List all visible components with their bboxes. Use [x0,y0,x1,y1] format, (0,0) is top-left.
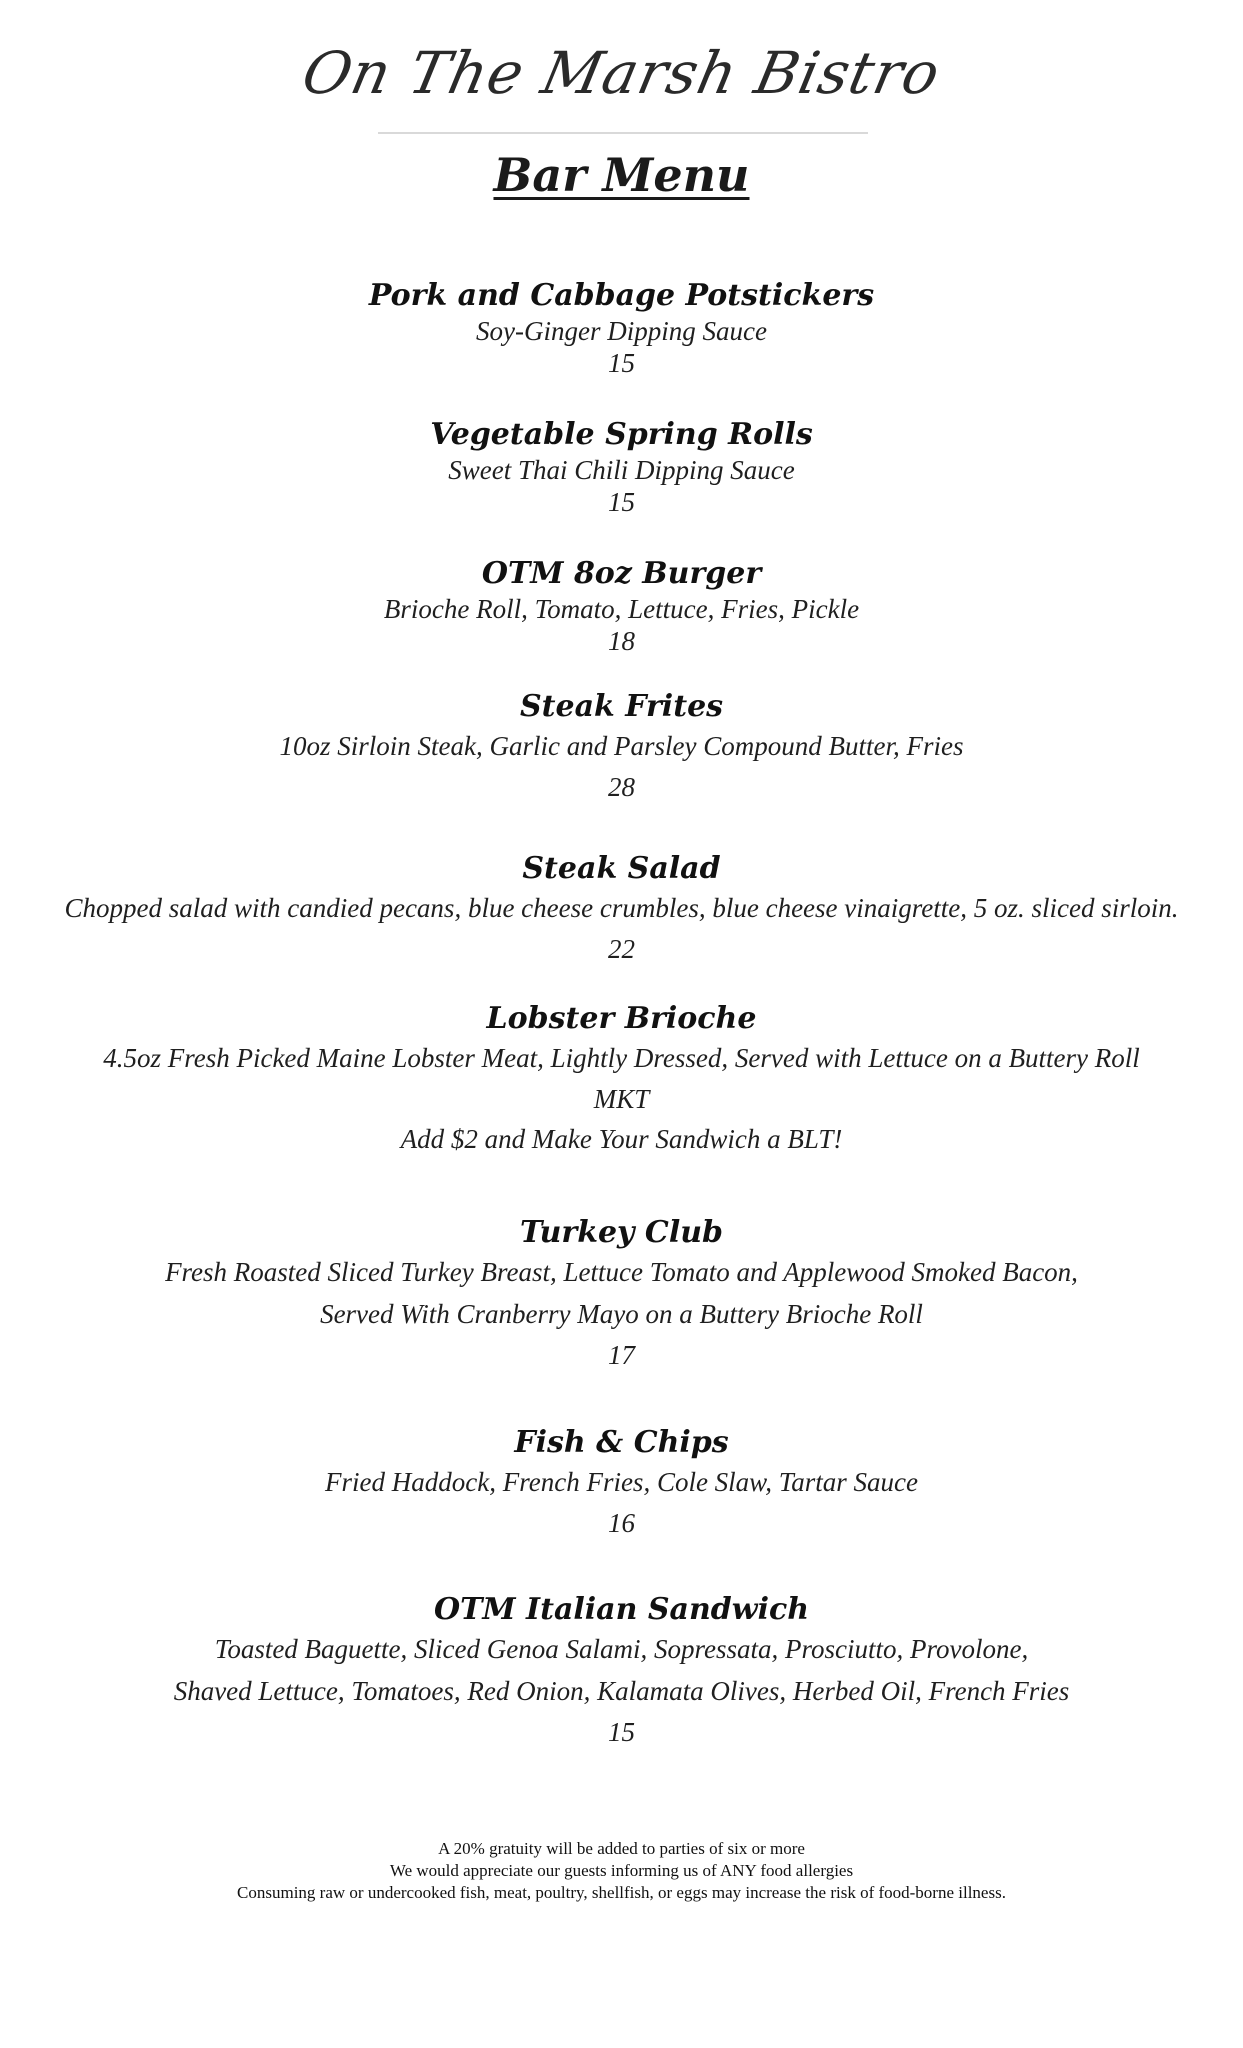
item-name: Steak Salad [522,851,721,886]
menu-item-turkey-club [0,1215,1243,1375]
page-title: Bar Menu [493,148,750,202]
item-description: Brioche Roll, Tomato, Lettuce, Fries, Pickle [383,594,860,624]
item-name: OTM Italian Sandwich [433,1592,810,1627]
item-name: Vegetable Spring Rolls [430,417,813,452]
menu-item-steak-salad [0,851,1243,969]
logo-text: On The Marsh Bistro [296,39,947,107]
item-description: Soy-Ginger Dipping Sauce [476,316,767,346]
item-description: Fried Haddock, French Fries, Cole Slaw, Tartar Sauce [325,1467,918,1497]
item-price: 15 [608,348,635,378]
item-description: 4.5oz Fresh Picked Maine Lobster Meat, Lightly Dressed, Served with Lettuce on a Buttery Roll [103,1043,1140,1073]
item-description: 10oz Sirloin Steak, Garlic and Parsley Compound Butter, Fries [279,731,964,761]
item-description-line2: Served With Cranberry Mayo on a Buttery Brioche Roll [320,1299,923,1329]
item-price: MKT [593,1084,650,1114]
menu-item-lobster-brioche [0,1001,1243,1159]
item-price: 28 [608,772,635,802]
item-price: 15 [608,1717,635,1747]
menu-item-burger [0,556,1243,656]
item-price: 17 [608,1340,635,1370]
allergy-note: We would appreciate our guests informing us of ANY food allergies [389,1861,854,1880]
item-description: Sweet Thai Chili Dipping Sauce [448,455,795,485]
menu-item-steak-frites [0,689,1243,807]
item-description-line2: Shaved Lettuce, Tomatoes, Red Onion, Kalamata Olives, Herbed Oil, French Fries [173,1676,1070,1706]
item-price: 18 [608,626,635,656]
menu-item-spring-rolls [0,417,1243,517]
item-name: Fish & Chips [514,1425,729,1460]
item-name: Turkey Club [520,1215,723,1250]
item-description: Chopped salad with candied pecans, blue cheese crumbles, blue cheese vinaigrette, 5 oz. sliced sirloin. [64,893,1179,923]
logo-divider [378,132,868,134]
item-name: OTM 8oz Burger [481,556,762,591]
item-price: 15 [608,487,635,517]
item-description: Fresh Roasted Sliced Turkey Breast, Lettuce Tomato and Applewood Smoked Bacon, [165,1257,1078,1287]
menu-item-potstickers [0,278,1243,378]
footer-notes [0,1838,1243,1904]
item-name: Pork and Cabbage Potstickers [368,278,875,313]
item-name: Steak Frites [519,689,724,724]
restaurant-logo [0,39,1243,107]
gratuity-note: A 20% gratuity will be added to parties of six or more [438,1839,805,1858]
menu-item-italian-sandwich [0,1592,1243,1752]
item-description: Toasted Baguette, Sliced Genoa Salami, Sopressata, Prosciutto, Provolone, [214,1634,1029,1664]
item-addon-note: Add $2 and Make Your Sandwich a BLT! [400,1124,843,1154]
item-price: 16 [608,1508,635,1538]
menu-item-fish-chips [0,1425,1243,1543]
food-safety-warning: Consuming raw or undercooked fish, meat, poultry, shellfish, or eggs may increase the risk of food-borne illness. [237,1883,1006,1902]
item-name: Lobster Brioche [486,1001,757,1036]
item-price: 22 [608,934,635,964]
